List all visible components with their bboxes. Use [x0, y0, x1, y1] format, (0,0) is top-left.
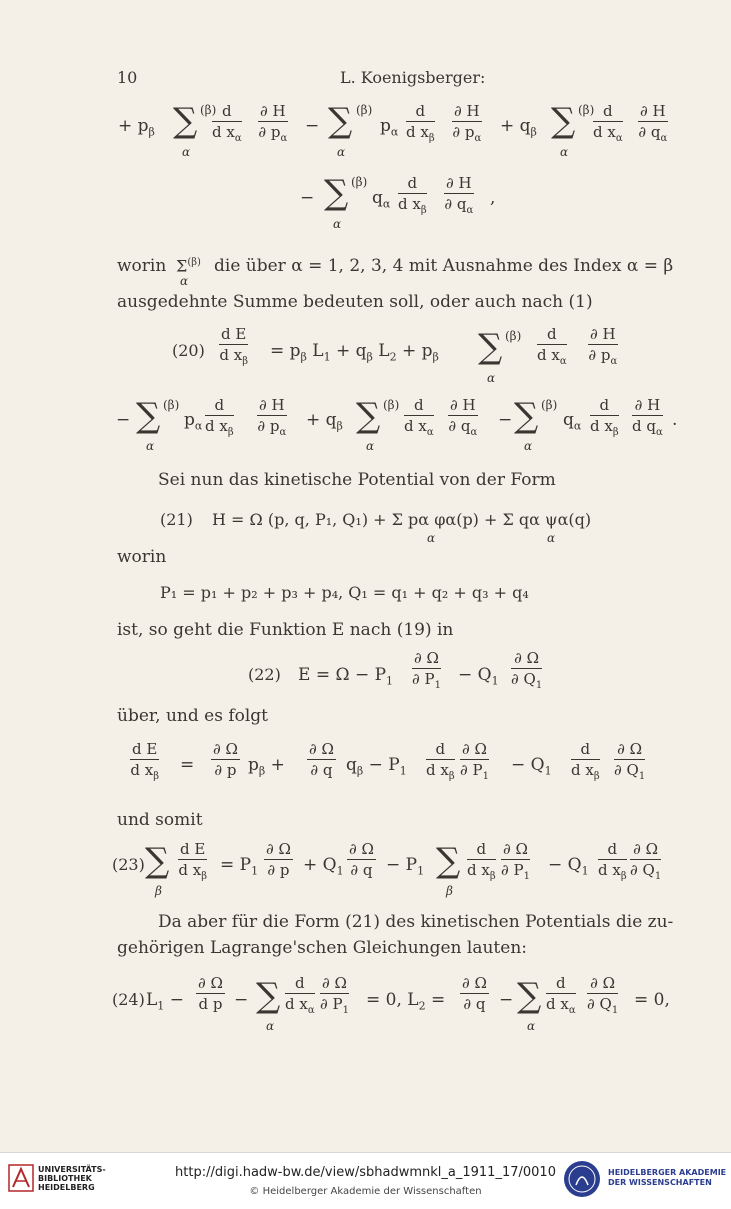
equation-21-number: (21)	[160, 510, 193, 529]
academy-name: HEIDELBERGER AKADEMIE DER WISSENSCHAFTEN	[608, 1168, 727, 1187]
equation-p1-q1: P₁ = p₁ + p₂ + p₃ + p₄, Q₁ = q₁ + q₂ + q₃ + q₄	[160, 583, 529, 602]
library-name: UNIVERSITÄTS- BIBLIOTHEK HEIDELBERG	[38, 1165, 106, 1192]
equation-21-index-1: α	[427, 531, 436, 545]
text-und-somit: und somit	[117, 810, 203, 830]
copyright-notice: © Heidelberger Akademie der Wissenschaften	[249, 1186, 482, 1197]
text-sei-nun: Sei nun das kinetische Potential von der Form	[158, 470, 556, 490]
text-worin-1: worin	[117, 256, 167, 276]
text-ist-so: ist, so geht die Funktion E nach (19) in	[117, 620, 454, 640]
text-worin-2: worin	[117, 547, 167, 567]
running-title: L. Koenigsberger:	[340, 68, 486, 87]
permalink-url[interactable]: http://digi.hadw-bw.de/view/sbhadwmnkl_a_1911_17/0010	[175, 1165, 556, 1180]
page-number: 10	[117, 68, 138, 87]
text-gehoerigen: gehörigen Lagrange'schen Gleichungen lauten:	[117, 938, 527, 958]
academy-seal-icon	[562, 1159, 602, 1199]
equation-21-index-2: α	[547, 531, 556, 545]
sigma-index: α	[180, 274, 189, 288]
document-page: 10 L. Koenigsberger: + $p_\beta$ ∑ (β) α $\frac{d}{d x_\alpha}$ $\frac{\partial H}{\partial p_\alpha}$ − ∑ (β) α $p_\alpha$ $\frac{d}{d x_\beta}$ $\frac{\partial H}{\partial p_\alpha}$ + $q_\beta$ ∑ (β) α $\frac{d}{d x_\alpha}$ $\frac{\partial H}{\partial q_\alpha}$ − ∑ (β) α $q_\alpha$ $\frac{d}{d x_\beta}$ $\frac{\partial H}{\partial q_\alpha}$ , worin $\Sigma^{(\beta)}$ α die über α = 1, 2, 3, 4 mit Ausnahme des Index α = β ausgedehnte Summe bedeuten soll, oder auch nach (1) (20) $\frac{\text{d E}}{d x_\beta}$ = $p_\beta$ $L_1 + q_\beta$ $L_2 + p_\beta$ ∑ (β) α $\frac{d}{d x_\alpha}$ $\frac{\partial H}{\partial p_\alpha}$ − ∑ (β) α $p_\alpha$ $\frac{d}{d x_\beta}$ $\frac{\partial H}{\partial p_\alpha}$ + $q_\beta$ ∑ (β) α $\frac{d}{d x_\alpha}$ $\frac{\partial H}{\partial q_\alpha}$ − ∑ (β) α $q_\alpha$ $\frac{d}{d x_\beta}$ $\frac{\partial H}{d q_\alpha}$ . Sei nun das kinetische Potential von der Form (21) H = Ω (p, q, P₁, Q₁) + Σ pα φα(p) + Σ qα ψα(q) α α worin P₁ = p₁ + p₂ + p₃ + p₄, Q₁ = q₁ + q₂ + q₃ + q₄ ist, so geht die Funktion E nach (19) in (22) $E = \Omega - P_1$ $\frac{\partial \Omega}{\partial P_1}$ − $Q_1$ $\frac{\partial \Omega}{\partial Q_1}$ über, und es folgt $\frac{\text{d E}}{d x_\beta}$ = $\frac{\partial \Omega}{\partial p}$ $p_\beta$ + $\frac{\partial \Omega}{\partial q}$ $q_\beta - P_1$ $\frac{d}{d x_\beta}$ $\frac{\partial \Omega}{\partial P_1}$ − $Q_1$ $\frac{d}{d x_\beta}$ $\frac{\partial \Omega}{\partial Q_1}$ und somit (23) ∑ β $\frac{\text{d E}}{d x_\beta}$ = $P_1$ $\frac{\partial \Omega}{\partial p}$ + $Q_1$ $\frac{\partial \Omega}{\partial q}$ − $P_1$ ∑ β $\frac{d}{d x_\beta}$ $\frac{\partial \Omega}{\partial P_1}$ − $Q_1$ $\frac{d}{d x_\beta}$ $\frac{\partial \Omega}{\partial Q_1}$ Da aber für die Form (21) des kinetischen Potentials die zu- gehörigen Lagrange'schen Gleichungen lauten: (24) $L_1$ − $\frac{\partial \Omega}{\text{d p}}$ − ∑ α $\frac{d}{d x_\alpha}$ $\frac{\partial \Omega}{\partial P_1}$ = 0, $L_2$ = $\frac{\partial \Omega}{\partial q}$ − ∑ α $\frac{d}{d x_\alpha}$ $\frac{\partial \Omega}{\partial Q_1}$ = 0,	[0, 0, 731, 1152]
footer-bar	[0, 1152, 731, 1209]
equation-21: H = Ω (p, q, P₁, Q₁) + Σ pα φα(p) + Σ qα ψα(q)	[212, 510, 592, 529]
sigma-beta-symbol: $\Sigma^{(\beta)}$	[176, 256, 201, 276]
text-ausgedehnte: ausgedehnte Summe bedeuten soll, oder auch nach (1)	[117, 292, 593, 312]
text-ueber: über, und es folgt	[117, 706, 269, 726]
text-worin-1-tail: die über α = 1, 2, 3, 4 mit Ausnahme des Index α = β	[214, 256, 674, 276]
text-da-aber: Da aber für die Form (21) des kinetischen Potentials die zu-	[158, 912, 674, 932]
